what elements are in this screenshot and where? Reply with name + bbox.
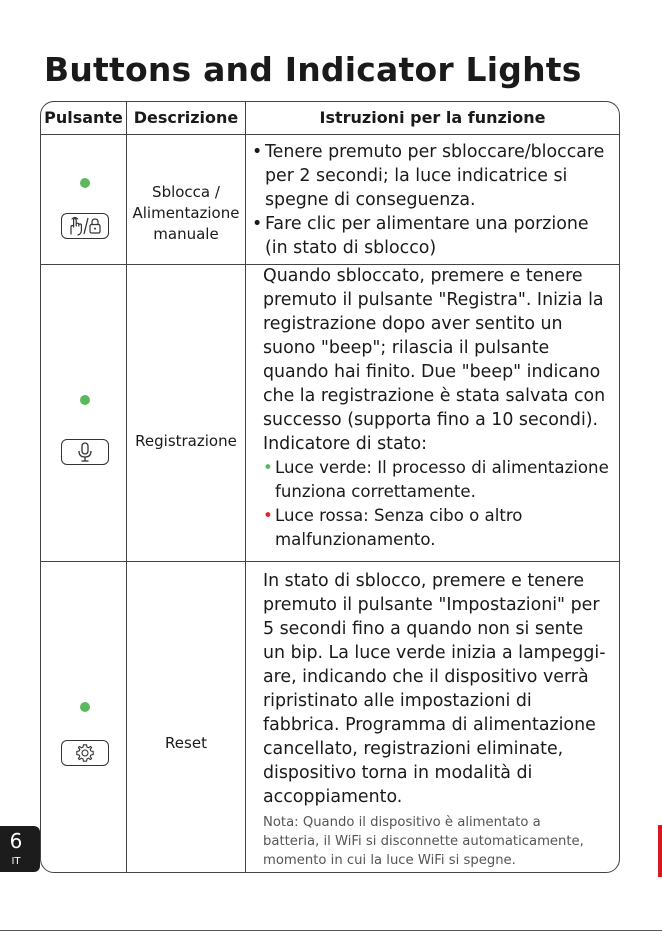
edge-marker <box>658 825 662 877</box>
instruction-bullet: • Fare clic per alimentare una porzione (in stato di sblocco) <box>253 212 604 260</box>
instructions-sblocca <box>253 140 604 260</box>
indicator-light-green <box>80 178 90 188</box>
page-tab <box>0 826 40 872</box>
page-title: Buttons and Indicator Lights <box>44 50 582 89</box>
description-sblocca: Sblocca / Alimentazione manuale <box>132 183 240 243</box>
microphone-icon <box>74 441 96 463</box>
status-green: • Luce verde: Il processo di alimentazione funziona correttamente. <box>263 458 609 501</box>
bottom-rule <box>0 930 662 931</box>
instructions-registrazione: Quando sbloccato, premere e tenere premuto il pulsante "Registra". Inizia la registrazione dopo aver sentito un suono "beep"; rilascia il pulsante quando hai finito. Due "beep" indicano che la registrazione è stata salvata con successo (supporta fino a 10 secondi). Indicatore di stato: • Luce verde: Il processo di alimentazione funziona correttamente. • Luce rossa: Senza cibo o altro malfunzionamento. <box>263 264 609 552</box>
header-descrizione: Descrizione <box>133 108 239 127</box>
buttons-table <box>40 101 620 873</box>
description-reset: Reset <box>165 734 207 752</box>
record-button <box>61 439 109 465</box>
red-dot-icon: • <box>263 506 273 525</box>
row-divider <box>41 134 619 135</box>
green-dot-icon: • <box>263 458 273 477</box>
column-divider <box>245 102 246 872</box>
battery-note: Nota: Quando il dispositivo è alimentato a batteria, il WiFi si disconnette automaticamente, momento in cui la luce WiFi si spegne. <box>263 815 584 868</box>
indicator-light-green <box>80 395 90 405</box>
description-registrazione: Registrazione <box>135 432 237 450</box>
instructions-reset: In stato di sblocco, premere e tenere premuto il pulsante "Impostazioni" per 5 secondi fino a quando non si sente un bip. La luce verde inizia a lampeggi- are, indicando che il dispositivo verrà ripristinato alle impostazioni di fabbrica. Programma di alimentazione cancellato, registrazioni eliminate, dispositivo torna in modalità di accoppiamento. <box>263 571 606 807</box>
status-red: • Luce rossa: Senza cibo o altro malfunzionamento. <box>263 506 523 549</box>
page-language: IT <box>11 856 21 867</box>
header-istruzioni: Istruzioni per la funzione <box>319 108 546 127</box>
hand-lock-icon <box>65 215 105 237</box>
instruction-bullet: • Tenere premuto per sbloccare/bloccare per 2 secondi; la luce indicatrice si spegne di conseguenza. <box>253 140 604 212</box>
page-number: 6 <box>9 829 23 853</box>
row-divider <box>41 561 619 562</box>
indicator-light-green <box>80 702 90 712</box>
gear-icon <box>75 743 95 763</box>
header-pulsante: Pulsante <box>44 108 123 127</box>
settings-button <box>61 740 109 766</box>
unlock-button <box>61 213 109 239</box>
